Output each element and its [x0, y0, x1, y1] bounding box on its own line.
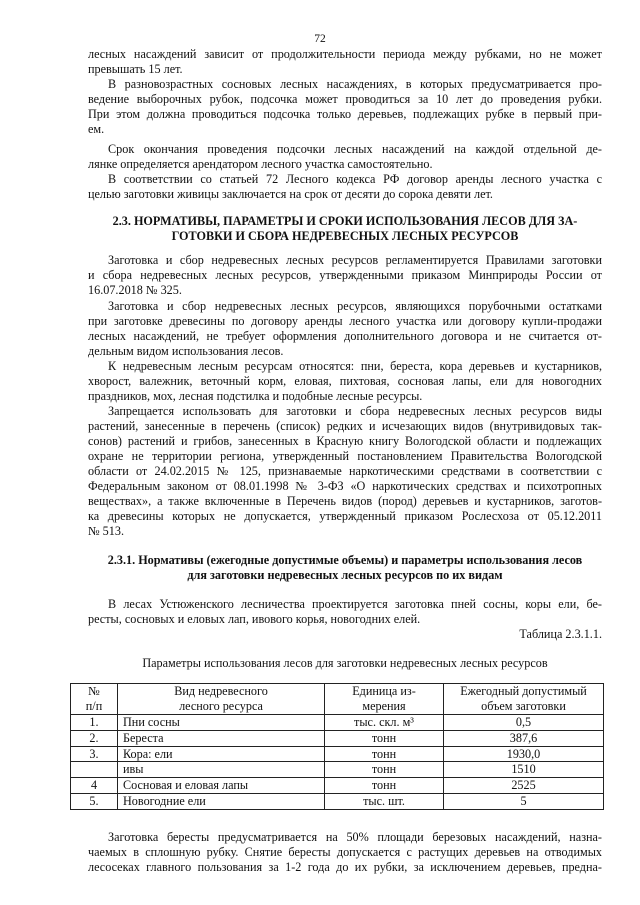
table-header-row	[71, 684, 604, 715]
text-line: 16.07.2018 № 325.	[88, 283, 182, 297]
subsection-heading: 2.3.1. Нормативы (ежегодные допустимые объемы) и параметры использования лесов	[107, 553, 583, 567]
text-line: превышать 15 лет.	[88, 62, 183, 76]
text-line: охране не территории региона, утвержденный постановлением Правительства Вологодской	[88, 449, 602, 463]
text-line: ем.	[88, 122, 105, 136]
table-cell: 3.	[71, 746, 118, 762]
text-line: и сбора недревесных лесных ресурсов, утвержденными приказом Минприроды России от	[88, 268, 602, 282]
text-line: растений, занесенные в перечень (список) редких и исчезающих видов (внутривидовых так-	[88, 419, 602, 433]
table-cell: Пни сосны	[118, 715, 325, 731]
text-line: целью заготовки живицы заключается на срок от десяти до сорока девяти лет.	[88, 187, 493, 201]
table-cell: Береста	[118, 730, 325, 746]
table-cell: 0,5	[444, 715, 604, 731]
text-line: лесосеках главного пользования за 1-2 года до их рубки, за исключением деревьев, предна-	[88, 860, 602, 874]
table-cell: Сосновая и еловая лапы	[118, 778, 325, 794]
text-line: В лесах Устюженского лесничества проектируется заготовка пней сосны, коры ели, бе-	[108, 597, 602, 611]
page-number: 72	[314, 33, 326, 45]
subsection-heading: для заготовки недревесных лесных ресурсов по их видам	[187, 568, 503, 582]
table-cell	[71, 762, 118, 778]
table-row	[71, 730, 604, 746]
text-line: сонов) растений и грибов, занесенных в Красную книгу Вологодской области и подлежащих	[88, 434, 602, 448]
section-heading: ГОТОВКИ И СБОРА НЕДРЕВЕСНЫХ ЛЕСНЫХ РЕСУРСОВ	[171, 229, 519, 243]
table-cell: 1510	[444, 762, 604, 778]
table-caption: Параметры использования лесов для заготовки недревесных лесных ресурсов	[142, 656, 548, 670]
text-line: Заготовка и сбор недревесных лесных ресурсов, являющихся порубочными остатками	[108, 299, 602, 313]
text-line: области от 24.02.2015 № 125, признаваемые наркотическими средствами в соответствии с	[88, 464, 602, 478]
table-row	[71, 715, 604, 731]
table-cell: тонн	[325, 730, 444, 746]
table-cell: тонн	[325, 762, 444, 778]
text-line: хворост, валежник, веточный корм, еловая, пихтовая, сосновая лапы, ели для новогодних	[88, 374, 602, 388]
table-row	[71, 793, 604, 809]
text-line: Срок окончания проведения подсочки лесных насаждений на каждой отдельной де-	[108, 142, 602, 156]
table-cell: тыс. шт.	[325, 793, 444, 809]
text-line: Федеральным законом от 08.01.1998 № 3-ФЗ «О наркотических средствах и психотропных	[88, 479, 602, 493]
table-row	[71, 778, 604, 794]
table-row	[71, 746, 604, 762]
table-cell: тыс. скл. м³	[325, 715, 444, 731]
table-cell: 1930,0	[444, 746, 604, 762]
table-cell: 5	[444, 793, 604, 809]
text-line: лесных насаждений, не требует оформления дополнительного договора и не считается от-	[88, 329, 602, 343]
table-label: Таблица 2.3.1.1.	[519, 627, 602, 641]
table-cell: 2525	[444, 778, 604, 794]
table-cell: 5.	[71, 793, 118, 809]
text-line: ведение выборочных рубок, подсочка может проводиться за 10 лет до проведения рубки.	[88, 92, 602, 106]
header-cell: № п/п	[71, 684, 118, 715]
table-cell: 1.	[71, 715, 118, 731]
text-line: В разновозрастных сосновых лесных насаждениях, в которых предусматривается про-	[108, 77, 602, 91]
table-cell: тонн	[325, 778, 444, 794]
header-cell: Ежегодный допустимый объем заготовки	[444, 684, 604, 715]
text-line: К недревесным лесным ресурсам относятся: пни, береста, кора деревьев и кустарников,	[108, 359, 602, 373]
text-line: № 513.	[88, 524, 125, 538]
text-line: Заготовка бересты предусматривается на 50% площади березовых насаждений, назна-	[108, 830, 602, 844]
table-cell: 387,6	[444, 730, 604, 746]
table-cell: Кора: ели	[118, 746, 325, 762]
table-cell: Новогодние ели	[118, 793, 325, 809]
text-line: При этом должна проводиться подсочка только деревьев, подлежащих рубке в первый при-	[88, 107, 602, 121]
header-cell: Вид недревесного лесного ресурса	[118, 684, 325, 715]
table-cell: ивы	[118, 762, 325, 778]
text-line: праздников, мох, лесная подстилка и подобные лесные ресурсы.	[88, 389, 423, 403]
text-line: Запрещается использовать для заготовки и сбора недревесных лесных ресурсов виды	[108, 404, 602, 418]
section-heading: 2.3. НОРМАТИВЫ, ПАРАМЕТРЫ И СРОКИ ИСПОЛЬЗОВАНИЯ ЛЕСОВ ДЛЯ ЗА-	[112, 214, 578, 228]
table-cell: тонн	[325, 746, 444, 762]
text-line: дельным видом использования лесов.	[88, 344, 284, 358]
text-line: лянке определяется арендатором лесного участка самостоятельно.	[88, 157, 433, 171]
table-cell: 4	[71, 778, 118, 794]
table-row	[71, 762, 604, 778]
table-cell: 2.	[71, 730, 118, 746]
text-line: при заготовке древесины по договору аренды лесного участка или договору купли-продажи	[88, 314, 602, 328]
header-cell: Единица из- мерения	[325, 684, 444, 715]
text-line: чаемых в сплошную рубку. Снятие бересты допускается с растущих деревьев на отводимых	[88, 845, 602, 859]
text-line: лесных насаждений зависит от продолжительности периода между рубками, но не может	[88, 47, 602, 61]
text-line: ка древесины которых не допускается, утвержденный приказом Рослесхоза от 05.12.2011	[88, 509, 602, 523]
parameters-table	[70, 683, 604, 810]
text-line: Заготовка и сбор недревесных лесных ресурсов регламентируется Правилами заготовки	[108, 253, 602, 267]
text-line: В соответствии со статьей 72 Лесного кодекса РФ договор аренды лесного участка с	[108, 172, 602, 186]
text-line: веществах», а также включенные в Перечень видов (пород) деревьев и кустарников, заготов-	[88, 494, 602, 508]
text-line: ресты, сосновых и еловых лап, ивового корья, новогодних елей.	[88, 612, 421, 626]
